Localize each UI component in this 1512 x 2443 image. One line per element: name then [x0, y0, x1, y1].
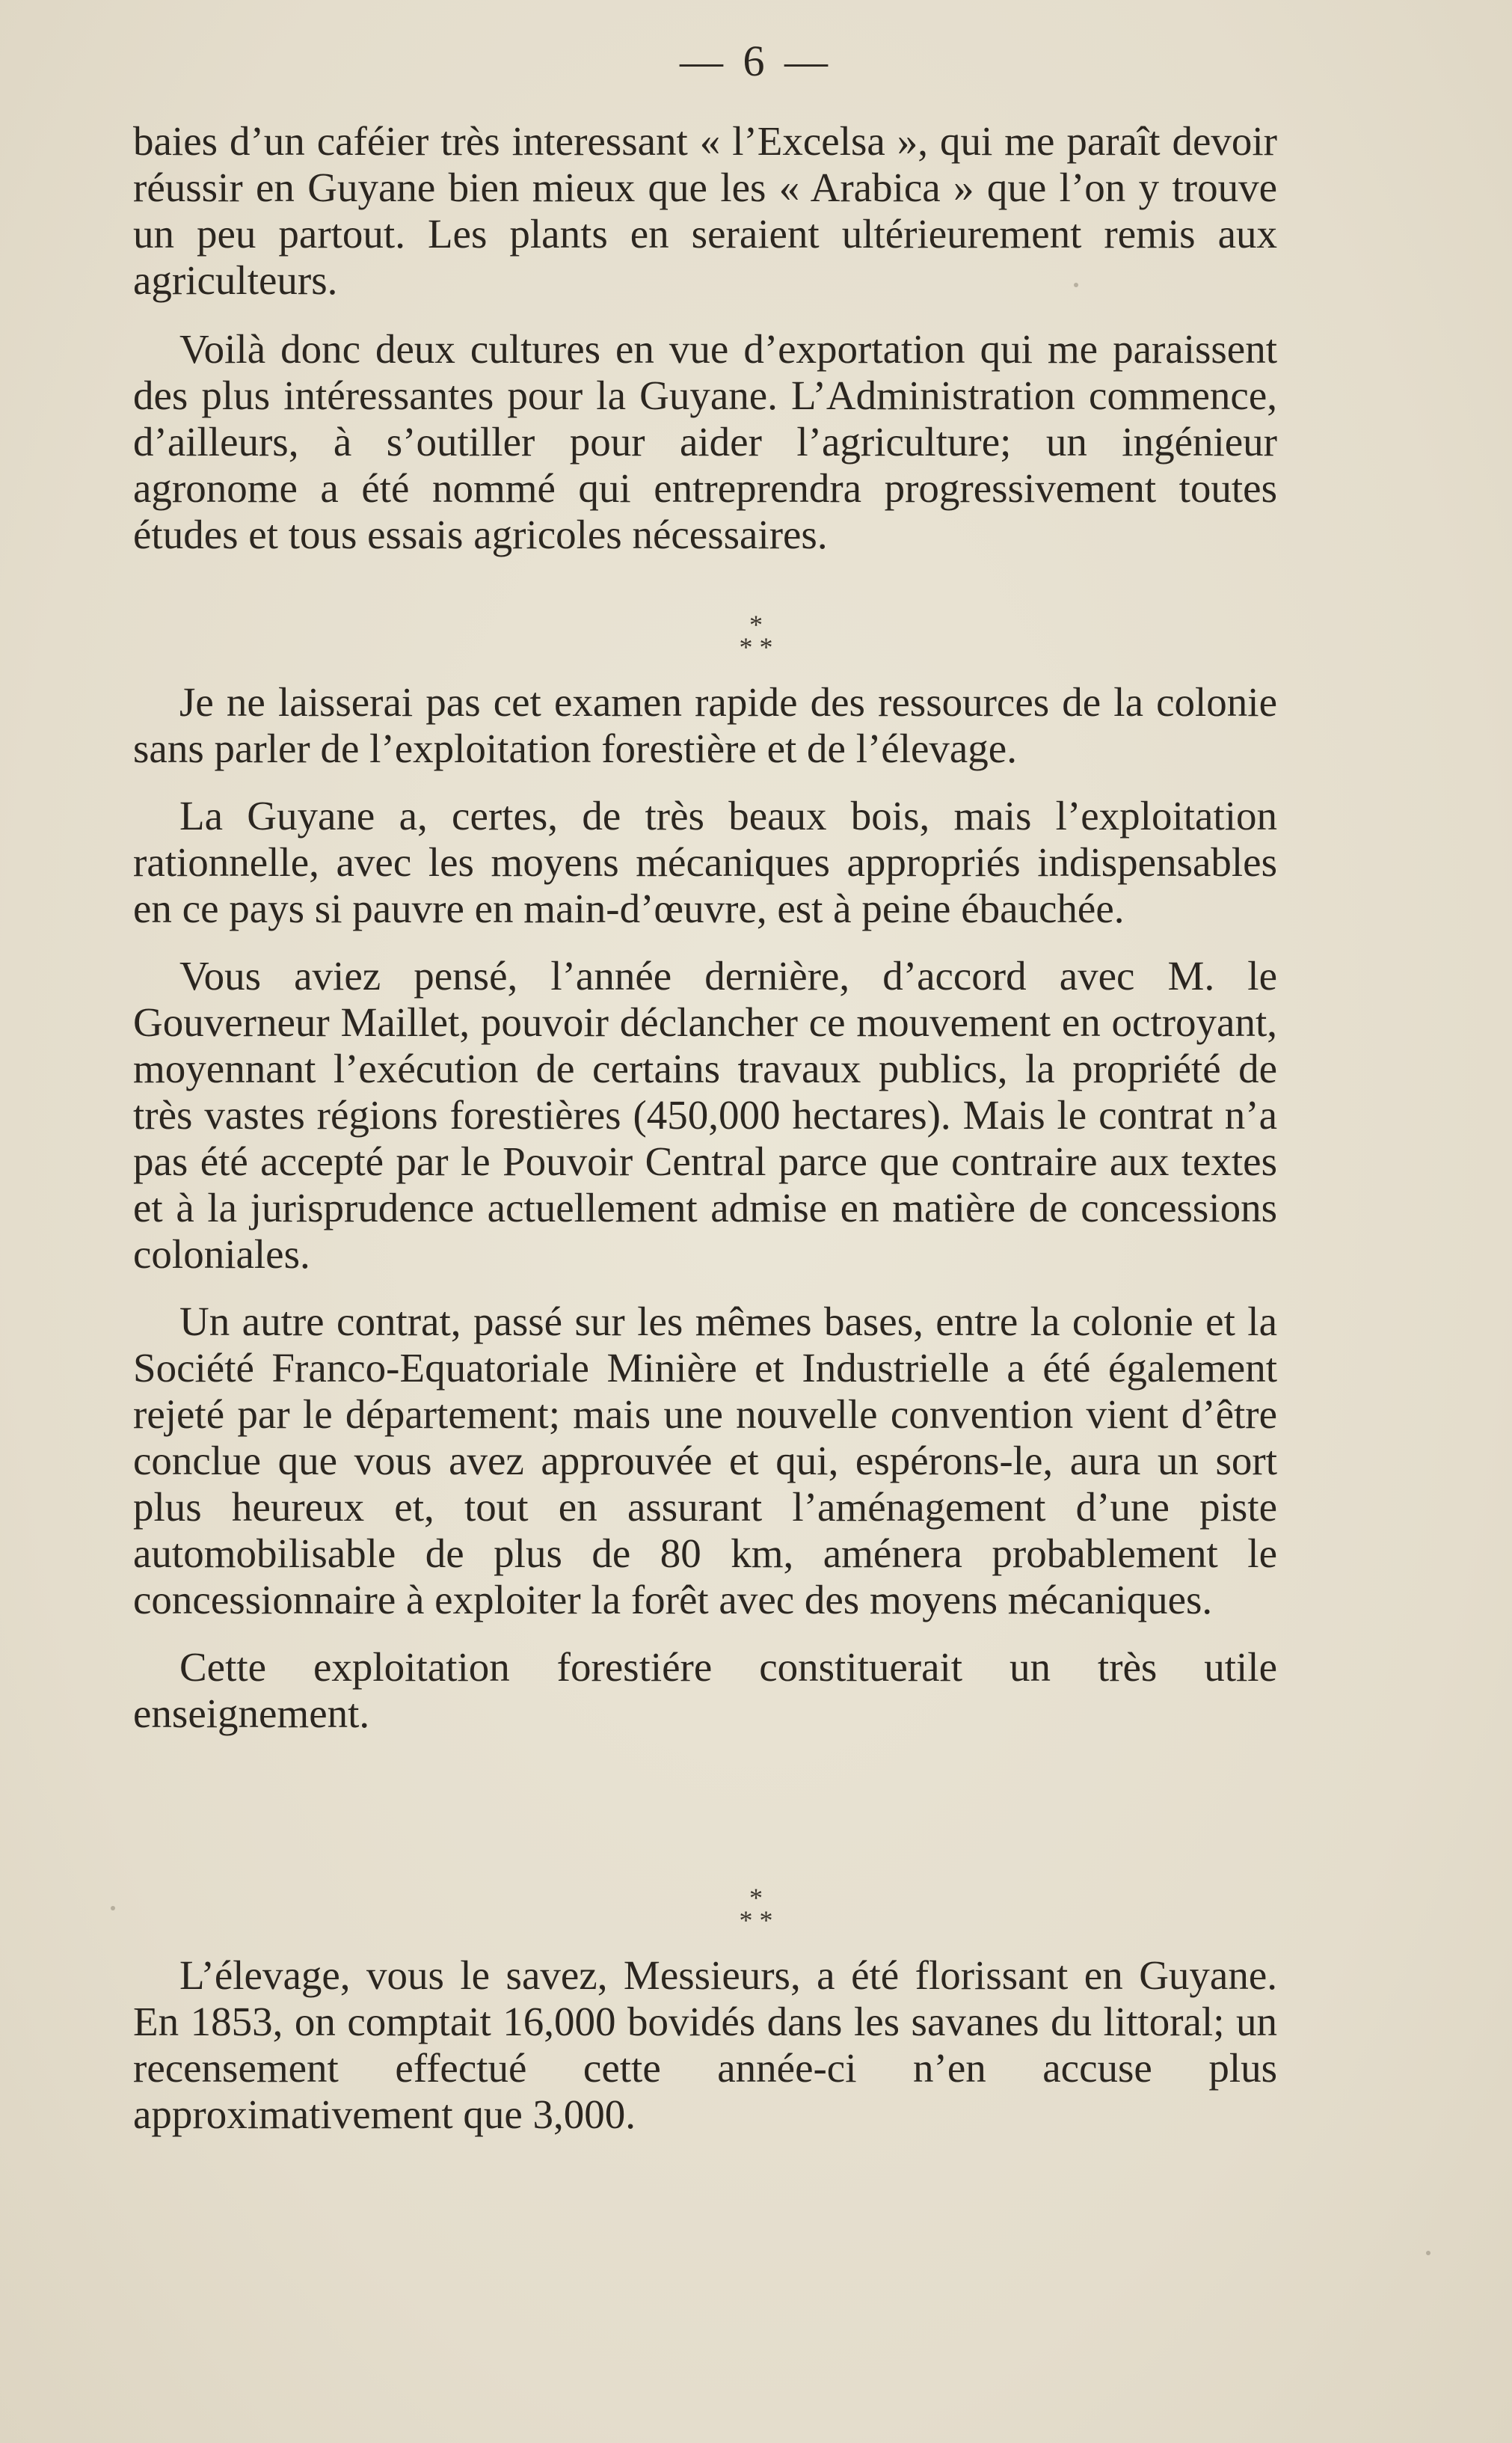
paragraph-2: Voilà donc deux cultures en vue d’exportation qui me paraissent des plus intéressantes pour la Guyane. L’Administration commence, d’ailleurs, à s’outiller pour aider l’agriculture; un ingénieur agronome a été nommé qui entreprendra progressivement toutes études et tous essais agricoles nécessaires. — [133, 326, 1277, 557]
page-number: — 6 — — [680, 37, 832, 85]
asterism-bottom-stars: * * — [739, 1905, 773, 1935]
paragraph-7: Cette exploitation forestiére constituerait un très utile enseignement. — [133, 1644, 1277, 1736]
asterism-top-star: * — [749, 610, 763, 640]
text-block-bottom — [133, 1952, 1277, 2138]
paragraph-8: L’élevage, vous le savez, Messieurs, a été florissant en Guyane. En 1853, on comptait 16,000 bovidés dans les savanes du littoral; un recensement effectué cette année-ci n’en accuse plus approximativement que 3,000. — [133, 1952, 1277, 2137]
paragraph-3: Je ne laisserai pas cet examen rapide des ressources de la colonie sans parler de l’exploitation forestière et de l’élevage. — [133, 679, 1277, 771]
paragraph-4: La Guyane a, certes, de très beaux bois, mais l’exploitation rationnelle, avec les moyens mécaniques appropriés indispensables en ce pays si pauvre en main-d’œuvre, est à peine ébauchée. — [133, 793, 1277, 931]
paper-speck — [1426, 2251, 1430, 2255]
paper-speck — [1074, 283, 1078, 287]
text-block-middle — [133, 679, 1277, 1737]
paragraph-6: Un autre contrat, passé sur les mêmes bases, entre la colonie et la Société Franco-Equatoriale Minière et Industrielle a été également rejeté par le département; mais une nouvelle convention vient d’être conclue que vous avez approuvée et qui, espérons-le, aura un sort plus heureux et, tout en assurant l’aménagement d’une piste automobilisable de plus de 80 km, aménera probablement le concessionnaire à exploiter la forêt avec des moyens mécaniques. — [133, 1299, 1277, 1622]
section-separator-1 — [0, 610, 1512, 662]
paragraph-1: baies d’un caféier très interessant « l’Excelsa », qui me paraît devoir réussir en Guyane bien mieux que les « Arabica » que l’on y trouve un peu partout. Les plants en seraient ultérieurement remis aux agriculteurs. — [133, 118, 1277, 303]
asterism-bottom-stars: * * — [739, 632, 773, 662]
asterism-top-star: * — [749, 1883, 763, 1913]
paper-speck — [111, 1906, 115, 1910]
text-block-top — [133, 118, 1277, 558]
section-separator-2 — [0, 1883, 1512, 1935]
paragraph-5: Vous aviez pensé, l’année dernière, d’accord avec M. le Gouverneur Maillet, pouvoir déclancher ce mouvement en octroyant, moyennant l’exécution de certains travaux publics, la propriété de très vastes régions forestières (450,000 hectares). Mais le contrat n’a pas été accepté par le Pouvoir Central parce que contraire aux textes et à la jurisprudence actuellement admise en matière de concessions coloniales. — [133, 953, 1277, 1277]
